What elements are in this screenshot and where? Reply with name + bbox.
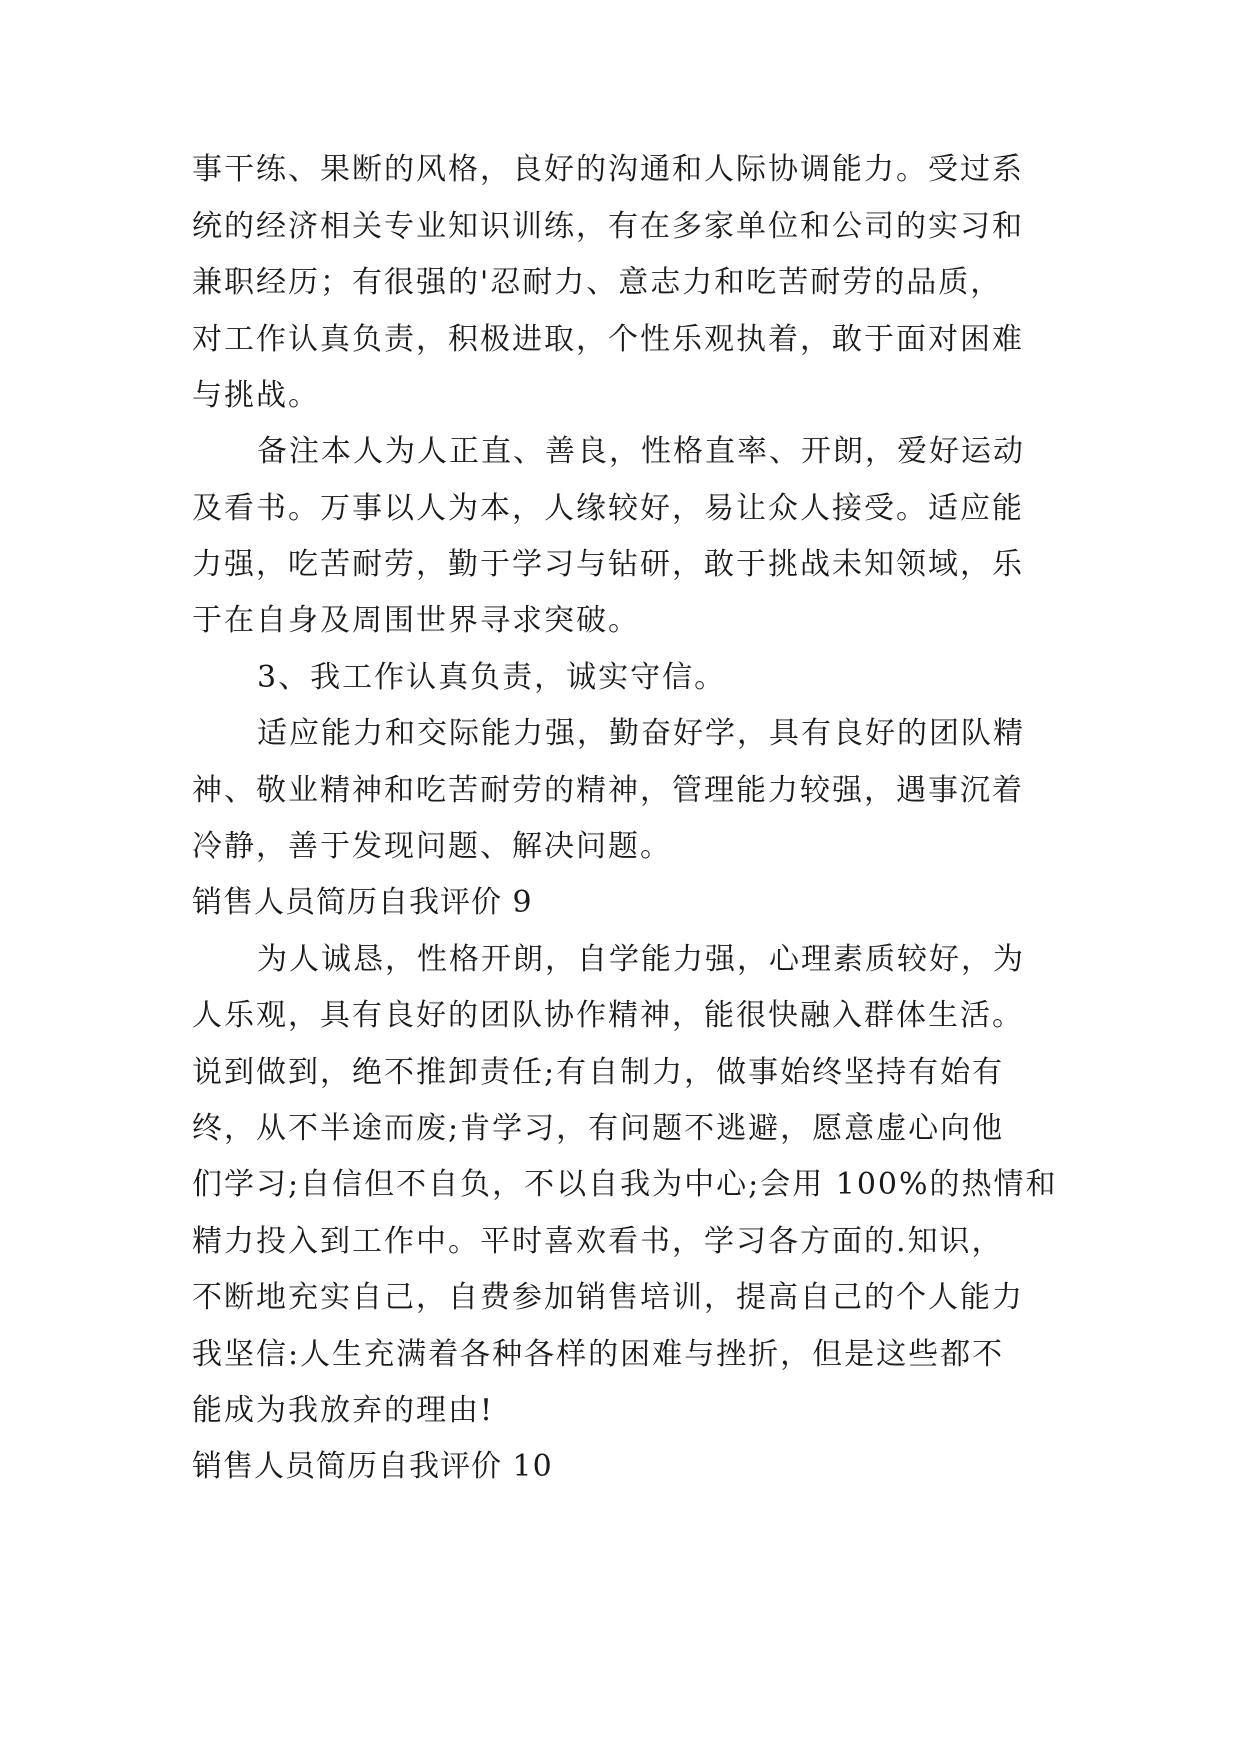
paragraph-line: 适应能力和交际能力强，勤奋好学，具有良好的团队精 [257, 716, 1025, 751]
paragraph-line: 冷静，善于发现问题、解决问题。 [192, 829, 672, 864]
paragraph-line: 神、敬业精神和吃苦耐劳的精神，管理能力较强，遇事沉着 [192, 773, 1024, 808]
paragraph-line: 我坚信:人生充满着各种各样的困难与挫折，但是这些都不 [192, 1337, 1005, 1372]
paragraph-line: 与挑战。 [192, 378, 320, 413]
paragraph-line: 备注本人为人正直、善良，性格直率、开朗，爱好运动 [257, 434, 1025, 469]
paragraph-line: 不断地充实自己，自费参加销售培训，提高自己的个人能力 [192, 1280, 1024, 1315]
paragraph-line: 3、我工作认真负责，诚实守信。 [257, 660, 727, 695]
section-heading: 销售人员简历自我评价 10 [192, 1449, 553, 1484]
paragraph-line: 及看书。万事以人为本，人缘较好，易让众人接受。适应能 [192, 491, 1024, 526]
paragraph-line: 人乐观，具有良好的团队协作精神，能很快融入群体生活。 [192, 998, 1024, 1033]
paragraph-line: 事干练、果断的风格，良好的沟通和人际协调能力。受过系 [192, 152, 1024, 187]
section-heading: 销售人员简历自我评价 9 [192, 885, 533, 920]
paragraph-line: 力强，吃苦耐劳，勤于学习与钻研，敢于挑战未知领域，乐 [192, 547, 1024, 582]
paragraph-line: 为人诚恳，性格开朗，自学能力强，心理素质较好，为 [257, 942, 1025, 977]
paragraph-line: 们学习;自信但不自负，不以自我为中心;会用 100%的热情和 [192, 1167, 1058, 1202]
paragraph-line: 能成为我放弃的理由! [192, 1393, 495, 1428]
paragraph-line: 统的经济相关专业知识训练，有在多家单位和公司的实习和 [192, 209, 1024, 244]
paragraph-line: 精力投入到工作中。平时喜欢看书，学习各方面的.知识， [192, 1224, 1004, 1259]
paragraph-line: 于在自身及周围世界寻求突破。 [192, 603, 640, 638]
paragraph-line: 对工作认真负责，积极进取，个性乐观执着，敢于面对困难 [192, 322, 1024, 357]
paragraph-line: 兼职经历；有很强的'忍耐力、意志力和吃苦耐劳的品质， [192, 265, 1003, 300]
paragraph-line: 终，从不半途而废;肯学习，有问题不逃避，愿意虚心向他 [192, 1111, 1005, 1146]
paragraph-line: 说到做到，绝不推卸责任;有自制力，做事始终坚持有始有 [192, 1055, 1005, 1090]
